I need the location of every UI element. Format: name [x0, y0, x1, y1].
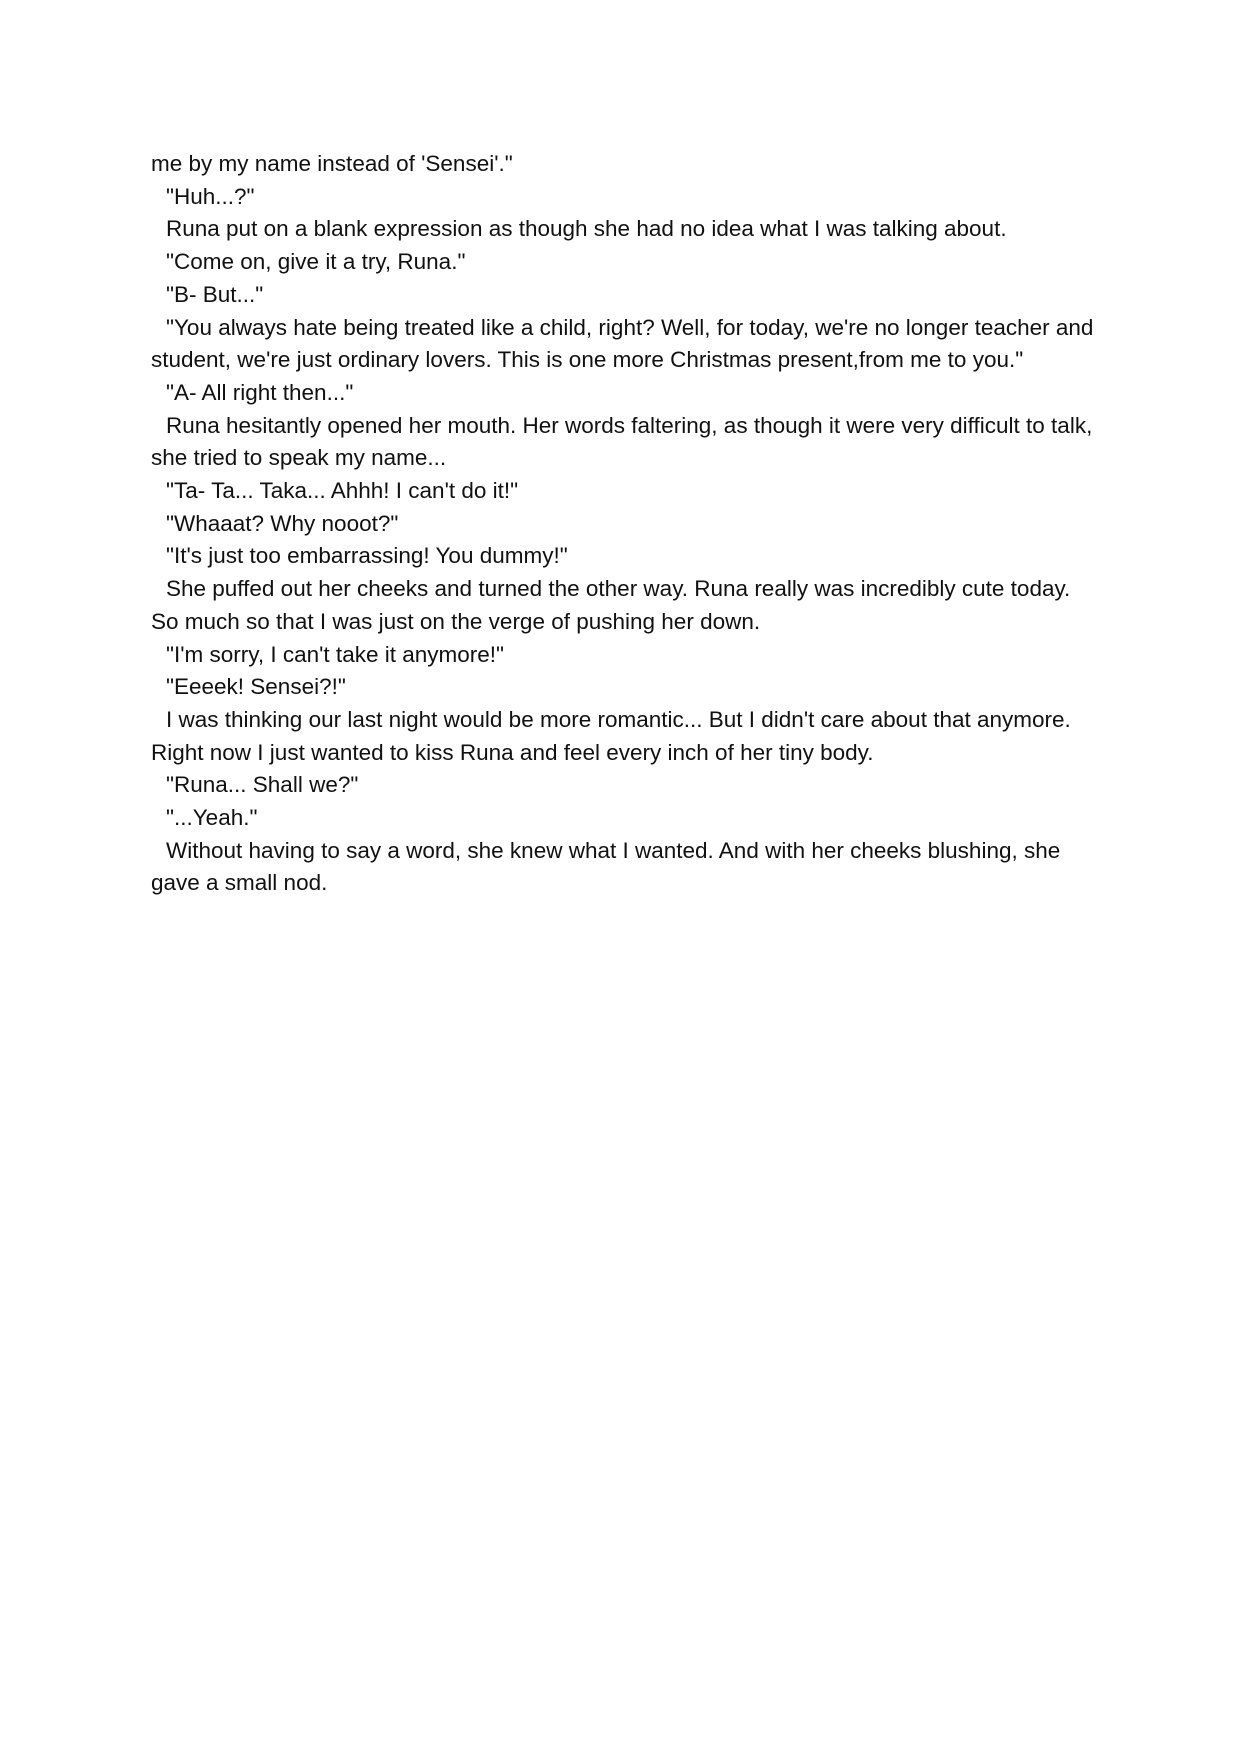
- paragraph: "I'm sorry, I can't take it anymore!": [166, 641, 504, 667]
- story-text: [151, 148, 1101, 900]
- paragraph: She puffed out her cheeks and turned the other way. Runa really was incredibly cute today. So much so that I was just on the verge of pushing her down.: [151, 576, 1071, 634]
- paragraph: "You always hate being treated like a child, right? Well, for today, we're no longer teacher and student, we're just ordinary lovers. This is one more Christmas present,from me to you.": [151, 314, 1094, 373]
- paragraph: Runa put on a blank expression as though she had no idea what I was talking about.: [166, 216, 1007, 242]
- paragraph: "It's just too embarrassing! You dummy!": [166, 543, 568, 569]
- paragraph: I was thinking our last night would be more romantic... But I didn't care about that anymore. Right now I just wanted to kiss Runa and feel every inch of her tiny body.: [151, 706, 1071, 765]
- paragraph: "...Yeah.": [166, 805, 258, 831]
- paragraph: "B- But...": [166, 281, 264, 307]
- paragraph: "Ta- Ta... Taka... Ahhh! I can't do it!": [166, 478, 519, 504]
- paragraph: "Runa... Shall we?": [166, 772, 359, 798]
- paragraph: "Whaaat? Why nooot?": [166, 510, 399, 536]
- paragraph: "Eeeek! Sensei?!": [166, 674, 346, 700]
- paragraph: Without having to say a word, she knew what I wanted. And with her cheeks blushing, she gave a small nod.: [151, 837, 1061, 896]
- paragraph: Runa hesitantly opened her mouth. Her words faltering, as though it were very difficult to talk, she tried to speak my name...: [151, 412, 1093, 471]
- paragraph: "A- All right then...": [166, 379, 354, 405]
- paragraph: me by my name instead of 'Sensei'.": [151, 151, 513, 176]
- paragraph: "Huh...?": [166, 183, 255, 209]
- paragraph: "Come on, give it a try, Runa.": [166, 249, 466, 275]
